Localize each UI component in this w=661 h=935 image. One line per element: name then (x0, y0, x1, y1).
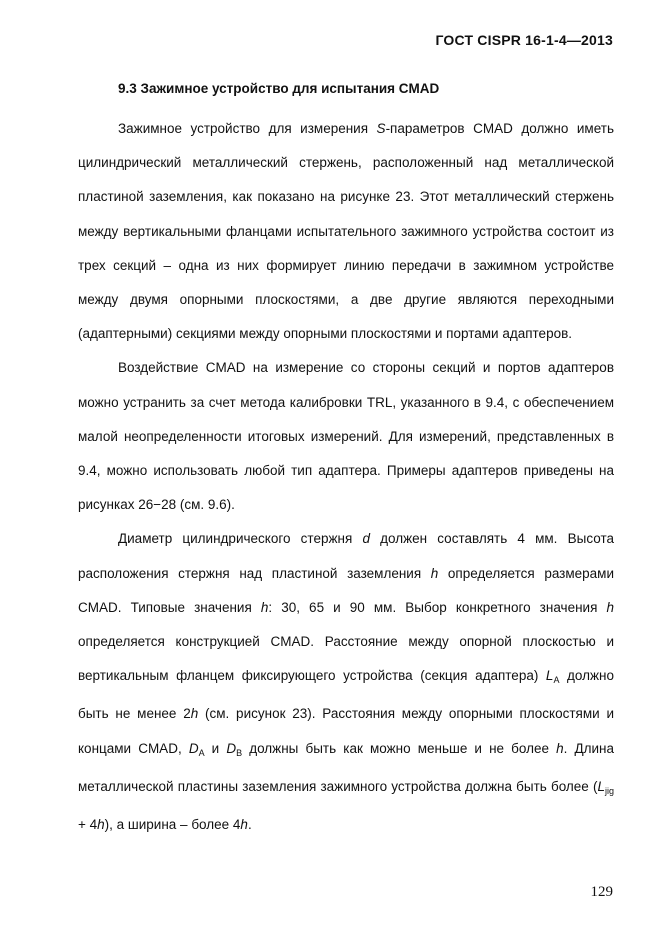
page-number: 129 (590, 884, 613, 900)
body-text (78, 112, 614, 842)
paragraph: Диаметр цилиндрического стержня d должен составлять 4 мм. Высота расположения стержня над пластиной заземления h определяется размерами CMAD. Типовые значения h: 30, 65 и 90 мм. Выбор конкретного значения h определяется конструкцией CMAD. Расстояние между опорной плоскостью и вертикальным фланцем фиксирующего устройства (секция адаптера) $L_A$ должно быть не менее 2h (см. рисунок 23). Расстояния между опорными плоскостями и концами CMAD, $D_A$ и $D_B$ должны быть как можно меньше и не более h. Длина металлической пластины заземления зажимного устройства должна быть более $(L_{jig} + 4h)$, а ширина – более 4h. (78, 531, 615, 833)
document-header: ГОСТ CISPR 16-1-4—2013 (435, 32, 613, 48)
section-heading: 9.3 Зажимное устройство для испытания CMAD (118, 81, 440, 96)
paragraph: Зажимное устройство для измерения S-параметров CMAD должно иметь цилиндрический металлический стержень, расположенный над металлической пластиной заземления, как показано на рисунке 23. Этот металлический стержень между вертикальными фланцами испытательного зажимного устройства состоит из трех секций – одна из них формирует линию передачи в зажимном устройстве между двумя опорными плоскостями, а две другие являются переходными (адаптерными) секциями между опорными плоскостями и портами адаптеров. (78, 121, 614, 342)
paragraph: Воздействие CMAD на измерение со стороны секций и портов адаптеров можно устранить за счет метода калибровки TRL, указанного в 9.4, с обеспечением малой неопределенности итоговых измерений. Для измерений, представленных в 9.4, можно использовать любой тип адаптера. Примеры адаптеров приведены на рисунках 26−28 (см. 9.6). (78, 360, 614, 513)
